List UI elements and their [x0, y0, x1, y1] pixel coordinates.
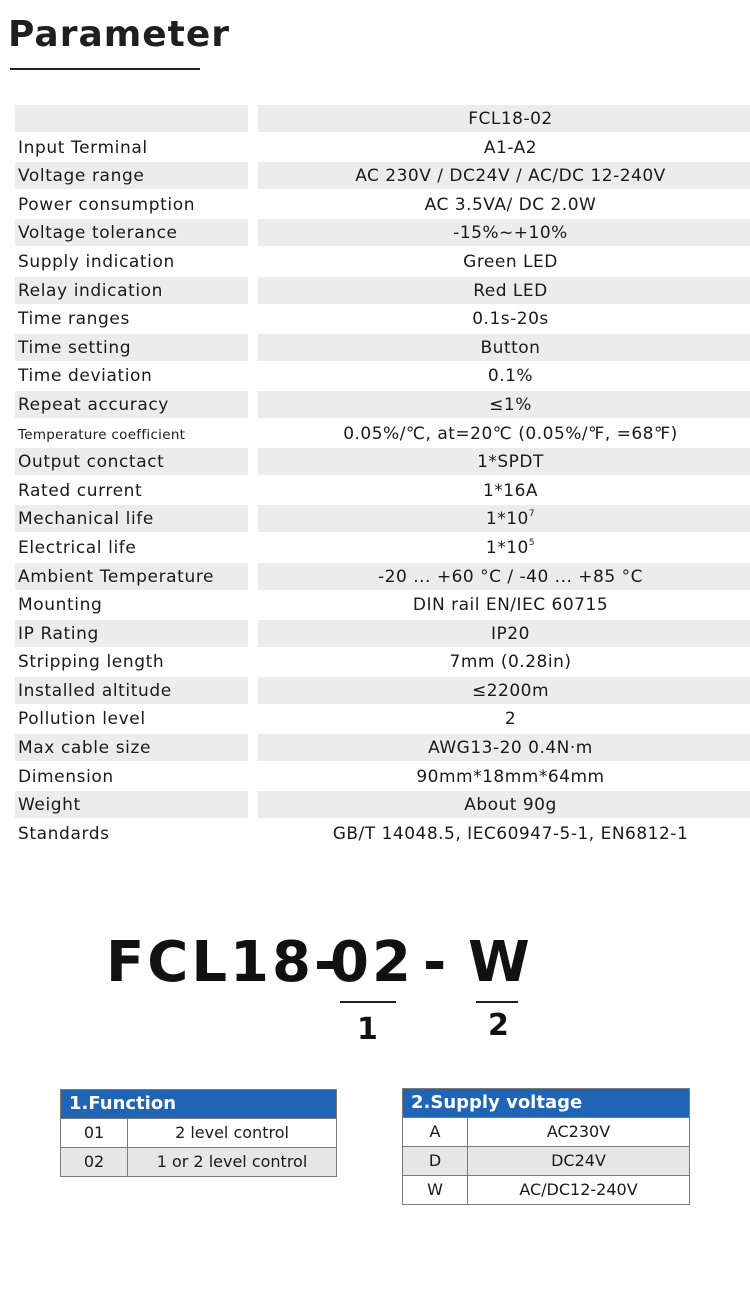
table-row — [0, 563, 750, 592]
ordering-code — [0, 930, 750, 1000]
parameter-label: Temperature coefficient — [18, 426, 186, 443]
table-row — [0, 705, 750, 734]
function-code: 02 — [61, 1148, 128, 1176]
parameter-label: Time setting — [18, 337, 132, 358]
parameter-value — [258, 309, 750, 329]
parameter-label: Time ranges — [18, 309, 130, 330]
function-description: 1 or 2 level control — [156, 1152, 308, 1171]
parameter-table — [0, 105, 750, 848]
parameter-value-text: Button — [480, 337, 541, 358]
table-row — [0, 620, 750, 649]
parameter-value-text: IP20 — [491, 623, 530, 644]
parameter-label: Electrical life — [18, 537, 137, 558]
parameter-label: Installed altitude — [18, 680, 172, 701]
parameter-value — [258, 767, 750, 787]
parameter-value-text: ≤1% — [489, 394, 532, 415]
model-column-header: FCL18-02 — [468, 109, 553, 129]
parameter-value — [258, 795, 750, 815]
supply-code: A — [403, 1118, 468, 1146]
parameter-value-text: 90mm*18mm*64mm — [416, 766, 605, 787]
parameter-value — [258, 252, 750, 272]
table-row — [403, 1146, 689, 1175]
parameter-value — [258, 681, 750, 701]
parameter-value — [258, 452, 750, 472]
table-row — [0, 591, 750, 620]
parameter-label: Rated current — [18, 480, 143, 501]
parameter-value — [258, 738, 750, 758]
parameter-value-text: DIN rail EN/IEC 60715 — [412, 595, 609, 616]
table-header-row — [0, 105, 750, 134]
code-index-2: 2 — [488, 1008, 509, 1043]
parameter-value-text: -15%~+10% — [453, 223, 568, 244]
function-code: 01 — [61, 1119, 128, 1147]
code-prefix: FCL18- — [106, 930, 341, 995]
parameter-value-text: AWG13-20 0.4N·m — [428, 738, 593, 759]
parameter-value-text: 0.1% — [487, 366, 534, 387]
parameter-exponent: 7 — [528, 509, 536, 520]
parameter-label: Pollution level — [18, 709, 146, 730]
table-row — [0, 420, 750, 449]
page-title: Parameter — [8, 14, 231, 55]
parameter-value — [258, 824, 750, 844]
parameter-value — [258, 481, 750, 501]
parameter-value — [258, 509, 750, 529]
parameter-label: Power consumption — [18, 194, 196, 215]
parameter-value-text: 1*10 — [485, 509, 529, 530]
table-row — [403, 1117, 689, 1146]
parameter-value-text: 2 — [504, 709, 517, 730]
parameter-value — [258, 567, 750, 587]
parameter-value — [258, 281, 750, 301]
table-row — [0, 677, 750, 706]
parameter-value-text: 7mm (0.28in) — [449, 652, 572, 673]
table-row — [0, 734, 750, 763]
parameter-value — [258, 223, 750, 243]
parameter-value — [258, 538, 750, 558]
parameter-value — [258, 166, 750, 186]
supply-description: AC/DC12-240V — [519, 1180, 638, 1199]
parameter-value — [258, 652, 750, 672]
parameter-value-text: AC 230V / DC24V / AC/DC 12-240V — [355, 166, 666, 187]
table-row — [0, 191, 750, 220]
table-row — [0, 763, 750, 792]
parameter-label: Input Terminal — [18, 137, 148, 158]
supply-code: D — [403, 1147, 468, 1175]
parameter-label: Time deviation — [18, 366, 153, 387]
title-underline — [10, 68, 200, 70]
parameter-label: Max cable size — [18, 738, 152, 759]
code-underline-2 — [476, 1001, 518, 1003]
parameter-value — [258, 338, 750, 358]
parameter-label: Voltage range — [18, 166, 145, 187]
parameter-label: Mounting — [18, 595, 103, 616]
parameter-value — [258, 709, 750, 729]
supply-voltage-table — [402, 1088, 690, 1205]
parameter-value — [258, 195, 750, 215]
parameter-value-text: -20 ... +60 °C / -40 ... +85 °C — [378, 566, 643, 587]
parameter-value-text: GB/T 14048.5, IEC60947-5-1, EN6812-1 — [332, 823, 689, 844]
parameter-value-text: 1*10 — [485, 537, 529, 558]
parameter-label: Supply indication — [18, 251, 175, 272]
supply-description: AC230V — [546, 1122, 611, 1141]
parameter-label: Repeat accuracy — [18, 394, 169, 415]
parameter-value — [258, 624, 750, 644]
table-row — [61, 1147, 336, 1176]
parameter-label: Stripping length — [18, 652, 165, 673]
table-row — [0, 219, 750, 248]
table-row — [0, 791, 750, 820]
code-part-2: W — [468, 930, 533, 995]
parameter-label: Voltage tolerance — [18, 223, 178, 244]
parameter-value-text: Red LED — [473, 280, 548, 301]
table-row — [0, 334, 750, 363]
table-row — [0, 477, 750, 506]
table-row — [0, 362, 750, 391]
function-table-title: 1.Function — [61, 1090, 336, 1118]
parameter-value — [258, 138, 750, 158]
function-table — [60, 1089, 337, 1177]
parameter-label: Standards — [18, 823, 110, 844]
parameter-value — [258, 366, 750, 386]
code-index-1: 1 — [357, 1012, 378, 1047]
table-row — [0, 648, 750, 677]
code-underline-1 — [340, 1001, 396, 1003]
parameter-label: Ambient Temperature — [18, 566, 215, 587]
table-row — [0, 391, 750, 420]
parameter-value-text: About 90g — [464, 795, 557, 816]
supply-description: DC24V — [551, 1151, 606, 1170]
supply-code: W — [403, 1176, 468, 1204]
parameter-value-text: 0.05%/℃, at=20℃ (0.05%/℉, =68℉) — [343, 423, 678, 444]
parameter-value — [258, 595, 750, 615]
parameter-label: Weight — [18, 795, 81, 816]
code-separator: - — [423, 930, 450, 995]
supply-table-title: 2.Supply voltage — [403, 1089, 689, 1117]
table-row — [61, 1118, 336, 1147]
parameter-label: Mechanical life — [18, 509, 154, 530]
table-row — [0, 305, 750, 334]
table-row — [0, 534, 750, 563]
parameter-value-text: 0.1s-20s — [472, 309, 549, 330]
table-row — [0, 448, 750, 477]
parameter-value-text: A1-A2 — [483, 137, 538, 158]
table-row — [403, 1175, 689, 1204]
parameter-label: Dimension — [18, 766, 114, 787]
table-row — [0, 820, 750, 849]
parameter-value — [258, 395, 750, 415]
parameter-value — [258, 424, 750, 444]
function-description: 2 level control — [175, 1123, 289, 1142]
table-row — [0, 134, 750, 163]
table-row — [0, 277, 750, 306]
parameter-value-text: 1*SPDT — [477, 452, 544, 473]
parameter-label: Output conctact — [18, 452, 165, 473]
parameter-label: Relay indication — [18, 280, 164, 301]
parameter-label: IP Rating — [18, 623, 99, 644]
parameter-value-text: Green LED — [463, 251, 558, 272]
table-row — [0, 248, 750, 277]
code-part-1: 02 — [330, 930, 414, 995]
parameter-value-text: AC 3.5VA/ DC 2.0W — [424, 194, 597, 215]
parameter-exponent: 5 — [528, 537, 536, 548]
parameter-value-text: 1*16A — [482, 480, 539, 501]
table-row — [0, 505, 750, 534]
table-row — [0, 162, 750, 191]
parameter-value-text: ≤2200m — [471, 680, 550, 701]
